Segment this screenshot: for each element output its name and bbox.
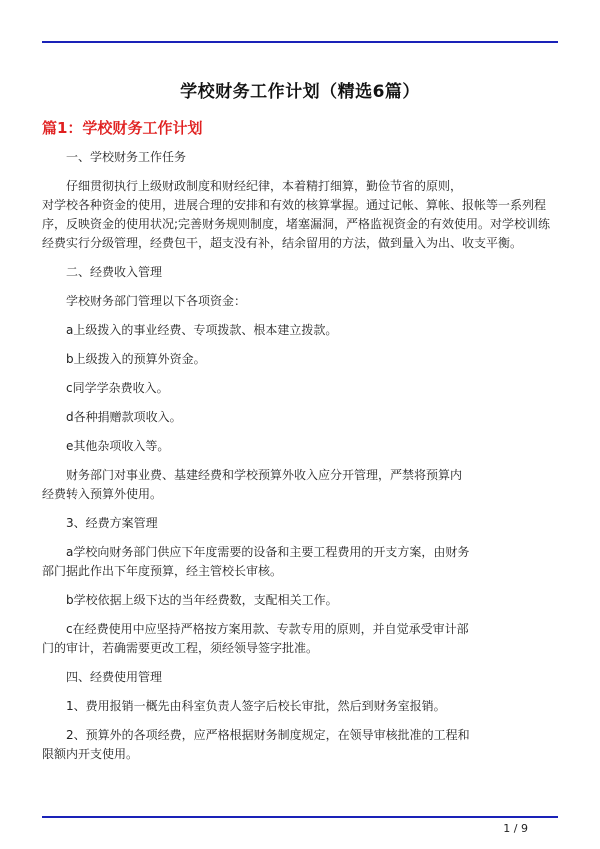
paragraph-first-line: 学校财务部门管理以下各项资金： bbox=[66, 294, 247, 308]
paragraph bbox=[42, 177, 562, 253]
document-title: 学校财务工作计划（精选6篇） bbox=[180, 82, 420, 102]
paragraph-first-line: b学校依据上级下达的当年经费数，支配相关工作。 bbox=[66, 593, 338, 607]
paragraph bbox=[42, 543, 562, 581]
paragraph bbox=[42, 408, 562, 427]
paragraph-continuation: 门的审计，若确需要更改工程，须经领导签字批准。 bbox=[42, 641, 319, 655]
paragraph-first-line: 四、经费使用管理 bbox=[66, 670, 163, 684]
paragraph-first-line: 仔细贯彻执行上级财政制度和财经纪律，本着精打细算，勤俭节省的原则， bbox=[66, 179, 463, 193]
paragraph-first-line: 2、预算外的各项经费，应严格根据财务制度规定，在领导审核批准的工程和 bbox=[66, 728, 470, 742]
paragraph bbox=[42, 466, 562, 504]
paragraph bbox=[42, 437, 562, 456]
paragraph-continuation: 限额内开支使用。 bbox=[42, 747, 139, 761]
paragraph-first-line: a学校向财务部门供应下年度需要的设备和主要工程费用的开支方案，由财务 bbox=[66, 545, 470, 559]
page-number: 1 / 9 bbox=[503, 822, 528, 835]
paragraph-first-line: c同学学杂费收入。 bbox=[66, 381, 169, 395]
paragraph bbox=[42, 514, 562, 533]
paragraph-first-line: e其他杂项收入等。 bbox=[66, 439, 170, 453]
paragraph-continuation: 经费转入预算外使用。 bbox=[42, 487, 163, 501]
paragraph bbox=[42, 379, 562, 398]
document-body bbox=[42, 148, 562, 774]
paragraph bbox=[42, 350, 562, 369]
paragraph bbox=[42, 668, 562, 687]
paragraph bbox=[42, 148, 562, 167]
paragraph-first-line: 财务部门对事业费、基建经费和学校预算外收入应分开管理，严禁将预算内 bbox=[66, 468, 463, 482]
paragraph-first-line: c在经费使用中应坚持严格按方案用款、专款专用的原则，并自觉承受审计部 bbox=[66, 622, 469, 636]
section-title: 篇1：学校财务工作计划 bbox=[42, 119, 203, 137]
paragraph-continuation: 对学校各种资金的使用，进展合理的安排和有效的核算掌握。通过记帐、算帐、报帐等一系列程序，反映资金的使用状况;完善财务规则制度，堵塞漏洞，严格监视资金的有效使用。对学校训练经费实行分级管理，经费包干，超支没有补，结余留用的方法，做到量入为出、收支平衡。 bbox=[42, 198, 551, 250]
footer-rule bbox=[42, 816, 558, 818]
paragraph bbox=[42, 726, 562, 764]
paragraph-first-line: 1、费用报销一概先由科室负责人签字后校长审批，然后到财务室报销。 bbox=[66, 699, 446, 713]
paragraph-first-line: a上级拨入的事业经费、专项拨款、根本建立拨款。 bbox=[66, 323, 338, 337]
paragraph bbox=[42, 292, 562, 311]
paragraph-first-line: d各种捐赠款项收入。 bbox=[66, 410, 182, 424]
paragraph bbox=[42, 591, 562, 610]
paragraph-first-line: 3、经费方案管理 bbox=[66, 516, 158, 530]
paragraph bbox=[42, 321, 562, 340]
paragraph bbox=[42, 263, 562, 282]
paragraph bbox=[42, 697, 562, 716]
paragraph-first-line: 一、学校财务工作任务 bbox=[66, 150, 187, 164]
paragraph-continuation: 部门据此作出下年度预算，经主管校长审核。 bbox=[42, 564, 283, 578]
paragraph-first-line: b上级拨入的预算外资金。 bbox=[66, 352, 206, 366]
paragraph-first-line: 二、经费收入管理 bbox=[66, 265, 163, 279]
header-rule bbox=[42, 41, 558, 43]
paragraph bbox=[42, 620, 562, 658]
